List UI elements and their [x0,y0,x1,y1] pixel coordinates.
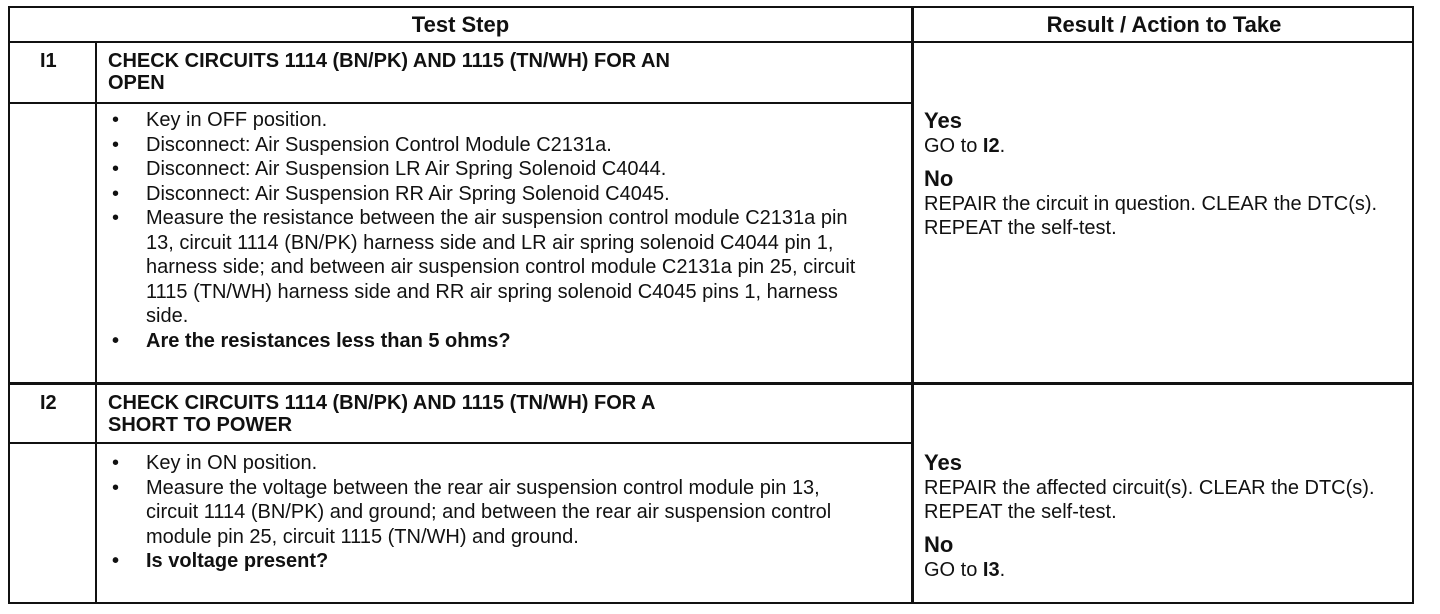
yes-action: GO to I2. [924,135,1006,157]
i1-title-rule [10,102,911,104]
step-actions [106,108,906,353]
no-action: REPAIR the circuit in question. CLEAR the DTC(s). REPEAT the self-test. [924,193,1378,239]
action-item: • Key in ON position. [106,451,906,476]
step-number-divider [95,42,97,602]
no-label: No [924,532,954,557]
no-action: GO to I3. [924,559,1006,581]
action-item: • Disconnect: Air Suspension RR Air Spring Solenoid C4045. [106,182,906,207]
column-divider [911,8,914,604]
step-number: I2 [40,392,57,414]
step-reference: I3 [982,559,1000,581]
result-block [924,108,1412,240]
diagnostic-table [8,6,1414,604]
result-block [924,450,1412,582]
header-test-step: Test Step [411,12,510,37]
action-item: • Measure the resistance between the air suspension control module C2131a pin 13, circuit 1114 (BN/PK) harness side and LR air spring solenoid C4044 pin 1, harness side; and between air suspension control module C2131a pin 25, circuit 1115 (TN/WH) harness side and RR air spring solenoid C4045 pins 1, harness side. [106,206,906,329]
yes-label: Yes [924,108,962,133]
no-label: No [924,166,954,191]
action-item: • Key in OFF position. [106,108,906,133]
header-result-action: Result / Action to Take [1046,12,1282,37]
yes-action: REPAIR the affected circuit(s). CLEAR the DTC(s). REPEAT the self-test. [924,477,1375,523]
step-reference: I2 [982,135,1000,157]
action-question: • Are the resistances less than 5 ohms? [106,329,906,354]
step-number: I1 [40,50,57,72]
yes-label: Yes [924,450,962,475]
step-title: CHECK CIRCUITS 1114 (BN/PK) AND 1115 (TN/WH) FOR AN OPEN [108,50,670,94]
step-title: CHECK CIRCUITS 1114 (BN/PK) AND 1115 (TN/WH) FOR A SHORT TO POWER [108,392,656,436]
action-question: • Is voltage present? [106,549,906,574]
i1-bottom-rule [10,382,1414,385]
i2-title-rule [10,442,911,444]
action-item: • Disconnect: Air Suspension Control Module C2131a. [106,133,906,158]
step-actions [106,451,906,574]
action-item: • Disconnect: Air Suspension LR Air Spring Solenoid C4044. [106,157,906,182]
action-item: • Measure the voltage between the rear air suspension control module pin 13, circuit 1114 (BN/PK) and ground; and between the rear air suspension control module pin 25, circuit 1115 (TN/WH) and ground. [106,476,906,550]
